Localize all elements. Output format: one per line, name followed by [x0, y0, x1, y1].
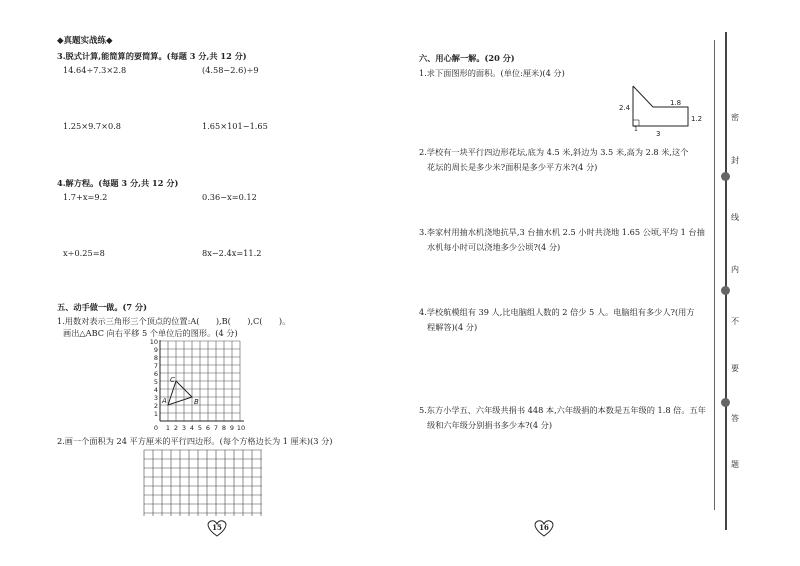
point-c-label: C: [170, 376, 175, 384]
r-q3-line2: 水机每小时可以浇地多少公顷?(4 分): [427, 242, 561, 252]
y-tick: 4: [153, 386, 158, 394]
q3-title: 3.脱式计算,能简算的要简算。(每题 3 分,共 12 分): [57, 51, 247, 61]
y-tick: 2: [153, 402, 158, 410]
y-tick: 5: [153, 378, 158, 386]
label-2-4: 2.4: [619, 104, 631, 112]
seal-dot: [721, 398, 730, 407]
section6-title: 六、用心解一解。(20 分): [419, 53, 515, 63]
y-tick: 1: [153, 410, 158, 418]
label-3: 3: [656, 130, 661, 138]
x-tick: 1: [165, 424, 171, 432]
drawing-grid: [142, 448, 264, 518]
y-tick: 3: [153, 394, 158, 402]
r-q1: 1.求下面图形的面积。(单位:厘米)(4 分): [419, 68, 565, 78]
label-1-8: 1.8: [670, 99, 682, 107]
q4-item-4: 8x−2.4x=11.2: [202, 248, 262, 258]
label-1: 1: [634, 126, 638, 133]
r-q3-line1: 3.李家村用抽水机浇地抗旱,3 台抽水机 2.5 小时共浇地 1.65 公顷,平均 1 台抽: [419, 227, 705, 237]
margin-line: [714, 40, 715, 510]
q3-item-3: 1.25×9.7×0.8: [63, 121, 121, 131]
y-tick: 10: [149, 338, 158, 346]
q4-item-3: x÷0.25=8: [63, 248, 105, 258]
x-tick: 4: [189, 424, 195, 432]
x-tick: 10: [236, 424, 246, 432]
section5-title: 五、动手做一做。(7 分): [57, 302, 147, 312]
seal-char: 封: [731, 156, 739, 165]
x-tick: 9: [229, 424, 235, 432]
q3-item-2: (4.58−2.6)÷9: [202, 65, 259, 75]
x-tick: 8: [221, 424, 227, 432]
q3-item-1: 14.64÷7.3×2.8: [63, 65, 127, 75]
seal-char: 密: [731, 113, 739, 122]
x-tick: 2: [173, 424, 179, 432]
r-q2-line1: 2.学校有一块平行四边形花坛,底为 4.5 米,斜边为 3.5 米,高为 2.8 米,这个: [419, 147, 689, 157]
page-number-15: 15: [205, 519, 229, 537]
seal-char: 要: [731, 364, 739, 373]
seal-char: 线: [731, 213, 739, 222]
seal-char: 题: [731, 460, 739, 469]
seal-dot: [721, 172, 730, 181]
coordinate-grid: [140, 336, 265, 436]
x-tick: 5: [197, 424, 203, 432]
y-tick: 7: [153, 362, 158, 370]
y-tick: 8: [153, 354, 158, 362]
composite-shape: [618, 80, 708, 140]
r-q4-line1: 4.学校航模组有 39 人,比电脑组人数的 2 倍少 5 人。电脑组有多少人?(用方: [419, 307, 695, 317]
q4-title: 4.解方程。(每题 3 分,共 12 分): [57, 178, 179, 188]
seal-line: [725, 32, 727, 530]
label-1-2: 1.2: [691, 115, 703, 123]
y-tick: 6: [153, 370, 158, 378]
point-a-label: A: [162, 397, 167, 405]
seal-dot: [721, 286, 730, 295]
s5-q2: 2.画一个面积为 24 平方厘米的平行四边形。(每个方格边长为 1 厘米)(3 分): [57, 436, 333, 446]
q4-item-2: 0.36−x=0.12: [202, 192, 257, 202]
q3-item-4: 1.65×101−1.65: [202, 121, 268, 131]
q4-item-1: 1.7+x=9.2: [63, 192, 108, 202]
point-b-label: B: [194, 398, 199, 406]
page-number-16: 16: [532, 519, 556, 537]
s5-q1-line2: 画出△ABC 向右平移 5 个单位后的图形。(4 分): [63, 328, 238, 338]
r-q5-line1: 5.东方小学五、六年级共捐书 448 本,六年级捐的本数是五年级的 1.8 倍。五年: [419, 405, 706, 415]
seal-char: 答: [731, 414, 739, 423]
seal-char: 不: [731, 317, 739, 326]
r-q4-line2: 程解答)(4 分): [427, 322, 478, 332]
seal-char: 内: [731, 265, 739, 274]
x-tick: 6: [205, 424, 211, 432]
section-header: ◆真题实战练◆: [57, 36, 113, 46]
s5-q1-line1: 1.用数对表示三角形三个顶点的位置:A( ),B( ),C( )。: [57, 316, 291, 326]
r-q5-line2: 级和六年级分别捐书多少本?(4 分): [427, 420, 553, 430]
y-tick: 9: [153, 346, 158, 354]
x-tick: 3: [181, 424, 187, 432]
r-q2-line2: 花坛的周长是多少米?面积是多少平方米?(4 分): [427, 162, 598, 172]
x-tick: 0: [153, 424, 159, 432]
x-tick: 7: [213, 424, 219, 432]
